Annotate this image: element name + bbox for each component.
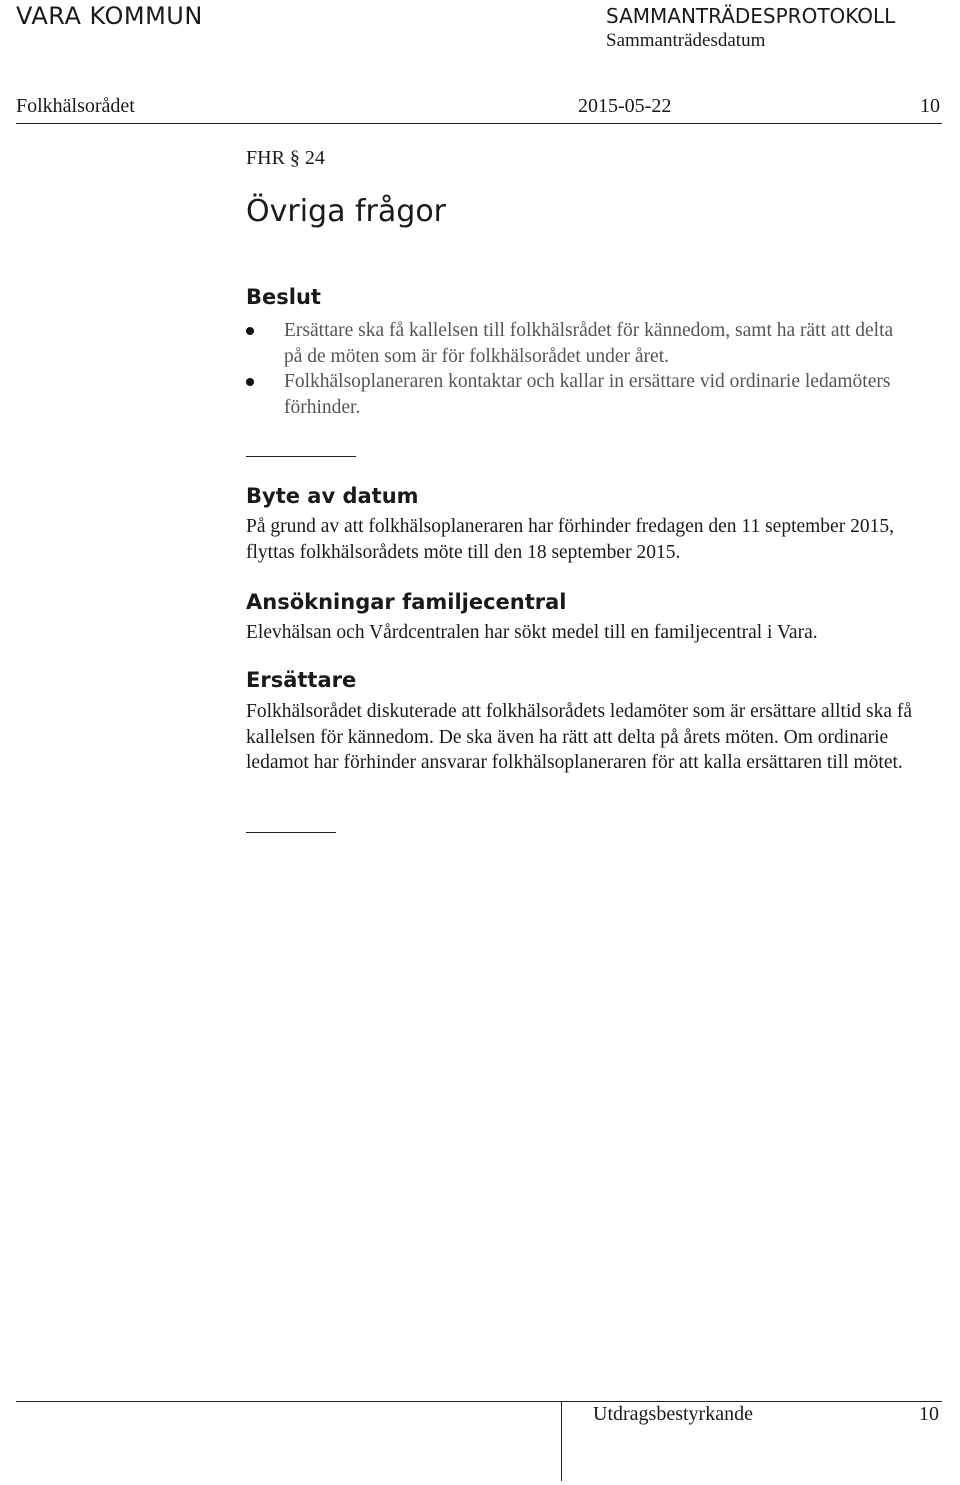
bullet-icon	[246, 327, 254, 335]
certification-label: Utdragsbestyrkande	[593, 1403, 753, 1425]
beslut-list	[246, 318, 906, 420]
paragraph-reference: FHR § 24	[246, 147, 325, 169]
ansokningar-text: Elevhälsan och Vårdcentralen har sökt medel till en familjecentral i Vara.	[246, 622, 818, 643]
section-end-divider	[246, 832, 336, 833]
ersattare-text: Folkhälsorådet diskuterade att folkhälsorådets ledamöter som är ersättare alltid ska få kallelsen för kännedom. De ska även ha rätt att delta på årets möten. Om ordinarie ledamot har förhinder ansvarar folkhälsoplaneraren för att kalla ersättaren till mötet.	[246, 701, 913, 773]
beslut-item-text: Ersättare ska få kallelsen till folkhälsrådet för kännedom, samt ha rätt att delta på de möten som är för folkhälsorådet under året.	[284, 320, 894, 367]
beslut-item	[246, 318, 906, 369]
document-type: SAMMANTRÄDESPROTOKOLL	[606, 4, 896, 28]
beslut-item-text: Folkhälsoplaneraren kontaktar och kallar in ersättare vid ordinarie ledamöters förhinder.	[284, 371, 891, 418]
page-number: 10	[920, 95, 940, 117]
byte-av-datum-heading: Byte av datum	[246, 484, 419, 508]
document-subtitle: Sammanträdesdatum	[606, 30, 766, 51]
section-title: Övriga frågor	[246, 194, 447, 229]
beslut-heading: Beslut	[246, 285, 321, 309]
meeting-date: 2015-05-22	[578, 95, 672, 117]
beslut-item	[246, 369, 906, 420]
footer-page-number: 10	[919, 1403, 939, 1425]
section-divider	[246, 456, 356, 457]
byte-av-datum-text: På grund av att folkhälsoplaneraren har förhinder fredagen den 11 september 2015, flyttas folkhälsorådets möte till den 18 september 2015.	[246, 516, 894, 563]
ansokningar-heading: Ansökningar familjecentral	[246, 590, 567, 614]
meeting-body: Folkhälsorådet	[16, 95, 135, 117]
bullet-icon	[246, 378, 254, 386]
footer-signature-box-divider	[561, 1401, 562, 1481]
footer-divider	[16, 1401, 942, 1402]
header-divider	[16, 123, 942, 124]
ersattare-heading: Ersättare	[246, 668, 357, 692]
organization-name: VARA KOMMUN	[16, 2, 203, 30]
